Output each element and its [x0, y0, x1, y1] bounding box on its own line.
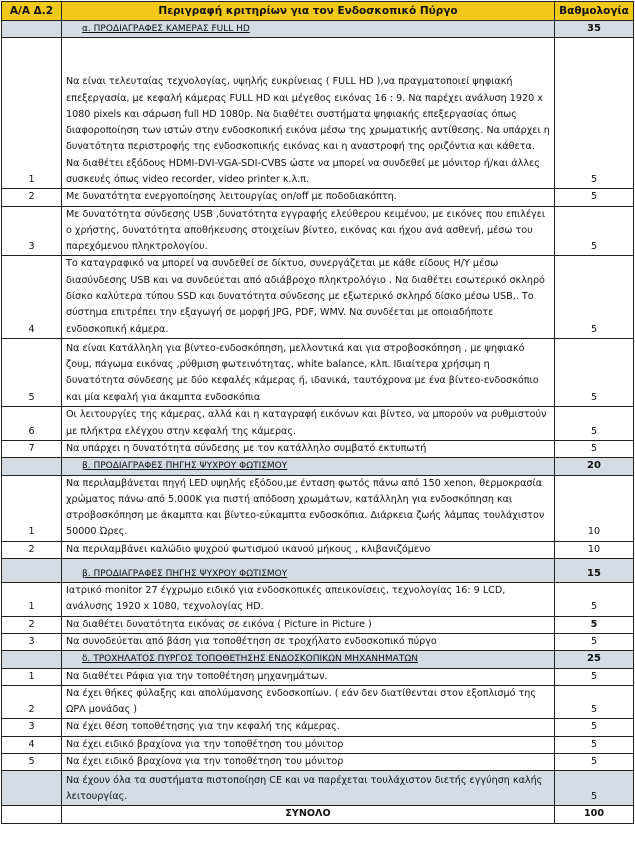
- table-header-row: [2, 2, 634, 21]
- row-score: 5: [555, 206, 634, 256]
- table-row: [2, 338, 634, 406]
- total-label: ΣΥΝΟΛΟ: [62, 806, 555, 823]
- section-title: β. ΠΡΟΔΙΑΓΡΑΦΕΣ ΠΗΓΗΣ ΨΥΧΡΟΥ ΦΩΤΙΣΜΟΥ: [62, 458, 555, 475]
- total-number-cell: [2, 806, 62, 823]
- row-score: 5: [555, 616, 634, 633]
- row-description: Το καταγραφικό να μπορεί να συνδεθεί σε δίκτυο, συνεργάζεται με κάθε είδους Η/Υ μέσω διασύνδεσης USB και να συνδεύεται από αδιάβροχο πληκτρολόγιο . Να διαθέτει εσωτερικό σκληρό δίσκο καλύτερα τύπου SSD και δυνατότητα σύνδεσης με εξωτερικό σκληρό δίσκο μέσω USB,. Το σύστημα επιτρέπει την εξαγωγή σε μορφή JPG, PDF, WMV. Να συνδέεται με οποιαδήποτε ενδοσκοπική κάμερα.: [62, 256, 555, 338]
- criteria-table: [1, 1, 634, 824]
- row-description: Με δυνατότητα σύνδεσης USB ,δυνατότητα εγγραφής ελεύθερου κειμένου, με εικόνες που επιλέγει ο χρήστης, δυνατότητα αποθήκευσης στοιχείων βίντεο, εικόνας και ήχου ανά ασθενή, μέσω του παρεχόμενου πληκτρολογίου.: [62, 206, 555, 256]
- row-number: 1: [2, 583, 62, 617]
- row-description: Να έχει θέση τοποθέτησης για την κεφαλή της κάμερας.: [62, 719, 555, 736]
- section-row: [2, 651, 634, 668]
- row-number: 4: [2, 256, 62, 338]
- table-row: [2, 583, 634, 617]
- row-description: Να είναι Κατάλληλη για βίντεο-ενδοσκόπηση, μελλοντικά και για στροβοσκόπηση , με ψηφιακό ζουμ, πάγωμα εικόνας ,ρύθμιση φωτεινότητας, white balance, κλπ. Ιδιαίτερα χρήσιμη η δυνατότητα σύνδεσης με δύο κεφαλές κάμερας ή, ιδανικά, ταυτόχρονα με ένα βίντεο-ενδοσκόπιο και μία κεφαλή για άκαμπτα ενδοσκόπια: [62, 338, 555, 406]
- row-score: 5: [555, 189, 634, 206]
- row-score: 5: [555, 583, 634, 617]
- table-row: [2, 736, 634, 753]
- row-score: 5: [555, 338, 634, 406]
- header-description: Περιγραφή κριτηρίων για τον Ενδοσκοπικό Πύργο: [62, 2, 555, 21]
- table-row: [2, 406, 634, 440]
- row-description: Με δυνατότητα ενεργοποίησης λειτουργίας on/off με ποδοδιακόπτη.: [62, 189, 555, 206]
- section-row: [2, 458, 634, 475]
- section-title: α. ΠΡΟΔΙΑΓΡΑΦΕΣ ΚΑΜΕΡΑΣ FULL HD: [62, 21, 555, 38]
- row-score: 5: [555, 633, 634, 650]
- row-description: Να διαθέτει δυνατότητα εικόνας σε εικόνα ( Picture in Picture ): [62, 616, 555, 633]
- header-score: Βαθμολογία: [555, 2, 634, 21]
- table-row: [2, 38, 634, 189]
- section-score: 20: [555, 458, 634, 475]
- row-number: [2, 651, 62, 668]
- row-score: 5: [555, 406, 634, 440]
- row-description: Να έχουν όλα τα συστήματα πιστοποίηση CE και να παρέχεται τουλάχιστον διετής εγγύηση καλής λειτουργίας.: [62, 771, 555, 806]
- row-score: 10: [555, 541, 634, 558]
- row-description: Να είναι τελευταίας τεχνολογίας, υψηλής ευκρίνειας ( FULL HD ),να πραγματοποιεί ψηφιακή επεξεργασία, με κεφαλή κάμερας FULL HD και μέγεθος εικόνας 16 : 9. Να παρέχει ανάλυση 1920 x 1080 pixels και σάρωση full HD 1080p. Να διαθέτει συστήματα ψηφιακής επεξεργασίας όπως διαφοροποίηση των ιστών στην ενδοσκοπική εικόνα μέσω της χρωματικής αντίθεσης. Να υπάρχει η δυνατότητα περιστροφής της ενδοσκοπικής εικόνας και η αναστροφή της οριζόντια και κάθετα. Να διαθέτει εξόδους HDMI-DVI-VGA-SDI-CVBS ώστε να μπορεί να συνδεθεί με μόνιτορ ή/και άλλες συσκευές όπως video recorder, video printer κ.λ.π.: [62, 38, 555, 189]
- row-number: 2: [2, 685, 62, 719]
- row-description: Να συνοδεύεται από βάση για τοποθέτηση σε τροχήλατο ενδοσκοπικό πύργο: [62, 633, 555, 650]
- row-number: 4: [2, 736, 62, 753]
- row-number: [2, 771, 62, 806]
- table-row: [2, 541, 634, 558]
- table-row: [2, 189, 634, 206]
- row-score: 5: [555, 754, 634, 771]
- section-title: δ. ΤΡΟΧΗΛΑΤΟΣ ΠΥΡΓΟΣ ΤΟΠΟΘΕΤΗΣΗΣ ΕΝΔΟΣΚΟΠΙΚΩΝ ΜΗΧΑΝΗΜΑΤΩΝ: [62, 651, 555, 668]
- row-number: 1: [2, 668, 62, 685]
- section-score: 25: [555, 651, 634, 668]
- row-score: 5: [555, 685, 634, 719]
- table-row: [2, 754, 634, 771]
- row-description: Να περιλαμβάνεται πηγή LED υψηλής εξόδου,με ένταση φωτός πάνω από 150 xenon, θερμοκρασία χρώματος πάνω από 5.000K για πιστή απόδοση χρωμάτων, κατάλληλη για ενδοσκόπηση και στροβοσκόπηση με άκαμπτα και βίντεο-εύκαμπτα ενδοσκόπια. Διάρκεια ζωής λάμπας τουλάχιστον 50000 Ώρες.: [62, 475, 555, 541]
- table-row: [2, 256, 634, 338]
- row-number: 3: [2, 719, 62, 736]
- total-row: [2, 806, 634, 823]
- header-number: Α/Α Δ.2: [2, 2, 62, 21]
- row-score: 5: [555, 668, 634, 685]
- row-number: 1: [2, 38, 62, 189]
- row-number: 3: [2, 206, 62, 256]
- row-number: 2: [2, 189, 62, 206]
- row-description: Να υπάρχει η δυνατότητα σύνδεσης με τον κατάλληλο συμβατό εκτυπωτή: [62, 440, 555, 457]
- row-number: [2, 458, 62, 475]
- table-row: [2, 616, 634, 633]
- row-number: 2: [2, 541, 62, 558]
- row-number: 6: [2, 406, 62, 440]
- row-score: 5: [555, 771, 634, 806]
- table-row: [2, 633, 634, 650]
- row-number: 5: [2, 338, 62, 406]
- row-number: 1: [2, 475, 62, 541]
- table-row: [2, 719, 634, 736]
- row-number: 7: [2, 440, 62, 457]
- table-row: [2, 771, 634, 806]
- row-score: 10: [555, 475, 634, 541]
- row-number: [2, 559, 62, 583]
- row-number: 2: [2, 616, 62, 633]
- row-description: Να έχει ειδικό βραχίονα για την τοποθέτηση του μόνιτορ: [62, 754, 555, 771]
- section-row: [2, 559, 634, 583]
- row-description: Ιατρικό monitor 27 έγχρωμο ειδικό για ενδοσκοπικές απεικονίσεις, τεχνολογίας 16: 9 LCD, ανάλυσης 1920 x 1080, τεχνολογίας HD.: [62, 583, 555, 617]
- row-description: Οι λειτουργίες της κάμερας, αλλά και η καταγραφή εικόνων και βίντεο, να μπορούν να ρυθμιστούν με πλήκτρα ελέγχου στην κεφαλή της κάμερας.: [62, 406, 555, 440]
- row-score: 5: [555, 736, 634, 753]
- row-number: [2, 21, 62, 38]
- row-score: 5: [555, 256, 634, 338]
- row-description: Να διαθέτει Ράφια για την τοποθέτηση μηχανημάτων.: [62, 668, 555, 685]
- row-score: 5: [555, 38, 634, 189]
- section-title: β. ΠΡΟΔΙΑΓΡΑΦΕΣ ΠΗΓΗΣ ΨΥΧΡΟΥ ΦΩΤΙΣΜΟΥ: [62, 559, 555, 583]
- table-row: [2, 206, 634, 256]
- row-description: Να έχει θήκες φύλαξης και απολύμανσης ενδοσκοπίων. ( εάν δεν διατίθενται στον εξοπλισμό της ΩΡΛ μονάδας ): [62, 685, 555, 719]
- section-score: 15: [555, 559, 634, 583]
- row-description: Να έχει ειδικό βραχίονα για την τοποθέτηση του μόνιτορ: [62, 736, 555, 753]
- total-score: 100: [555, 806, 634, 823]
- row-description: Να περιλαμβάνει καλώδιο ψυχρού φωτισμού ικανού μήκους , κλιβανιζόμενο: [62, 541, 555, 558]
- table-row: [2, 668, 634, 685]
- table-row: [2, 475, 634, 541]
- row-number: 3: [2, 633, 62, 650]
- table-row: [2, 685, 634, 719]
- row-number: 5: [2, 754, 62, 771]
- table-row: [2, 440, 634, 457]
- row-score: 5: [555, 440, 634, 457]
- section-row: [2, 21, 634, 38]
- row-score: 5: [555, 719, 634, 736]
- section-score: 35: [555, 21, 634, 38]
